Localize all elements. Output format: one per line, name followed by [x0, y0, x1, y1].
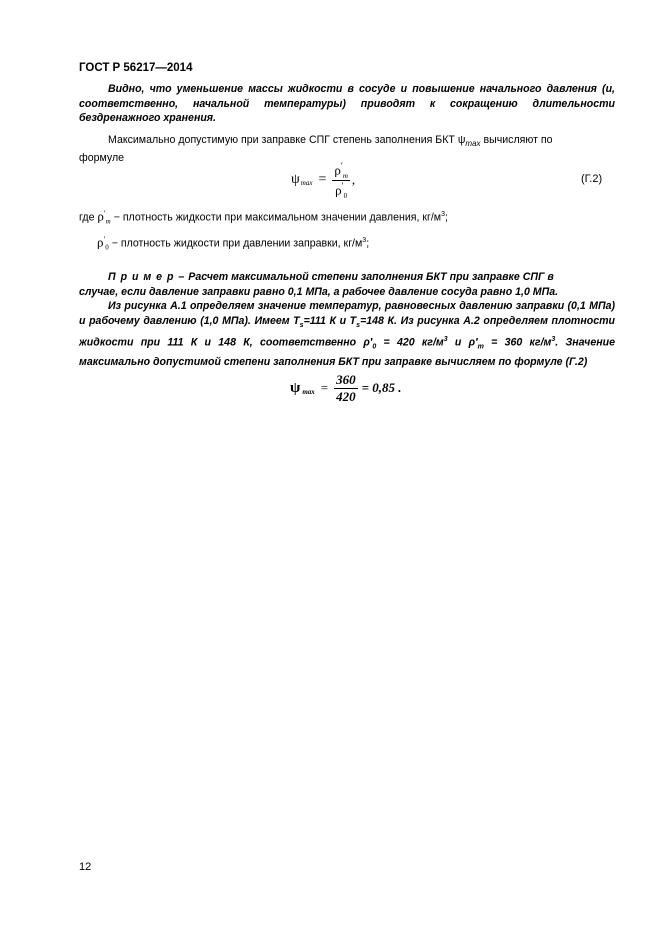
result-value: = 0,85 .: [361, 380, 402, 395]
def2-rho: ρ: [97, 234, 104, 250]
example-label: П р и м е р –: [108, 271, 186, 283]
result-fraction: [334, 372, 358, 405]
rho-m: ρ: [334, 161, 341, 177]
formula-comma: ,: [351, 172, 356, 187]
calc-rhom-sub: m: [477, 343, 484, 351]
fraction-denominator: [332, 180, 350, 200]
def1-sub: m: [105, 217, 111, 226]
def2-end: ;: [366, 237, 370, 250]
para2-line2: формуле: [79, 152, 125, 165]
page-number: 12: [79, 861, 92, 873]
calc-text-c: =148 К. Из рисунка А.2 определяем плотности жидкости при 111 К и 148 К, соответственно: [79, 314, 615, 349]
rho-0-prime: ′: [341, 180, 344, 191]
rho-m-sub: m: [342, 171, 348, 180]
paragraph-intro: Видно, что уменьшение массы жидкости в сосуде и повышение начального давления (и, соответственно, начальной температуры) приводят к сокращению длительности бездренажного хранения.: [79, 83, 615, 124]
calc-sub-ts1: s: [299, 321, 304, 329]
definition-rho-m: [79, 206, 448, 230]
def1-prefix: где: [79, 211, 95, 224]
equals-sign: =: [318, 172, 327, 187]
result-equals: =: [320, 380, 329, 395]
calc-text-e: и: [447, 336, 469, 349]
fraction-numerator: [332, 161, 350, 180]
calc-rho0-sub: 0: [372, 343, 377, 351]
def1-end: ;: [445, 211, 448, 224]
fraction-g2: [332, 161, 350, 200]
document-header: ГОСТ Р 56217—2014: [79, 62, 193, 74]
result-denominator: 420: [336, 388, 356, 404]
result-psi: ψ: [290, 379, 301, 396]
def1-prime: ′: [103, 209, 106, 218]
result-numerator: 360: [336, 371, 356, 387]
psi-subscript: max: [300, 179, 313, 187]
example-line1: Расчет максимальной степени заполнения БКТ при заправке СПГ в: [185, 271, 554, 283]
calc-sup2: 3: [551, 336, 556, 344]
example-paragraph: [79, 270, 615, 299]
def1-rho: ρ: [97, 208, 104, 224]
calc-rho0: ρ′: [363, 336, 373, 349]
def2-prime: ′: [103, 235, 106, 244]
formula-result: [290, 368, 402, 408]
def2-sup: 3: [362, 237, 367, 244]
calc-text-f: = 360 кг/м: [483, 336, 552, 349]
psi-symbol: ψ: [291, 172, 300, 187]
def1-sup: 3: [441, 211, 445, 218]
para2-text: Максимально допустимую при заправке СПГ степень заполнения БКТ ψ: [108, 134, 466, 146]
calc-text-a: Из рисунка А.1 определяем значение температур, равновесных давлению заправки (0,1 МПа) и рабочему давлению (1,0 МПа). Имеем T: [79, 300, 615, 327]
rho-0: ρ: [335, 181, 342, 197]
example-line2: случае, если давление заправки равно 0,1 МПа, а рабочее давление сосуда равно 1,0 МПа.: [79, 285, 559, 298]
calc-rhom: ρ′: [468, 336, 478, 349]
rho-m-prime: ′: [340, 160, 343, 171]
para2-subscript: max: [465, 139, 481, 149]
calc-sub-ts2: s: [356, 321, 361, 329]
def2-sub: 0: [105, 243, 109, 252]
formula-label-g2: (Г.2): [581, 173, 603, 185]
calc-text-b: =111 К и T: [303, 314, 357, 327]
definition-rho-0: [97, 232, 369, 256]
calc-sup1: 3: [443, 336, 448, 344]
calc-text-g: . Значение максимально допустимой степени заполнения БКТ при заправке вычисляем по формуле (Г.2): [79, 336, 616, 369]
calc-text-d: = 420 кг/м: [376, 336, 444, 349]
def1-text: − плотность жидкости при максимальном значении давления, кг/м: [113, 211, 442, 224]
result-psi-sub: max: [302, 387, 315, 396]
para2-tail: вычисляют по: [480, 134, 553, 146]
def2-text: − плотность жидкости при давлении заправки, кг/м: [111, 237, 363, 250]
formula-g2: [291, 160, 355, 200]
calculation-paragraph: [79, 299, 615, 370]
rho-0-sub: 0: [343, 191, 348, 200]
